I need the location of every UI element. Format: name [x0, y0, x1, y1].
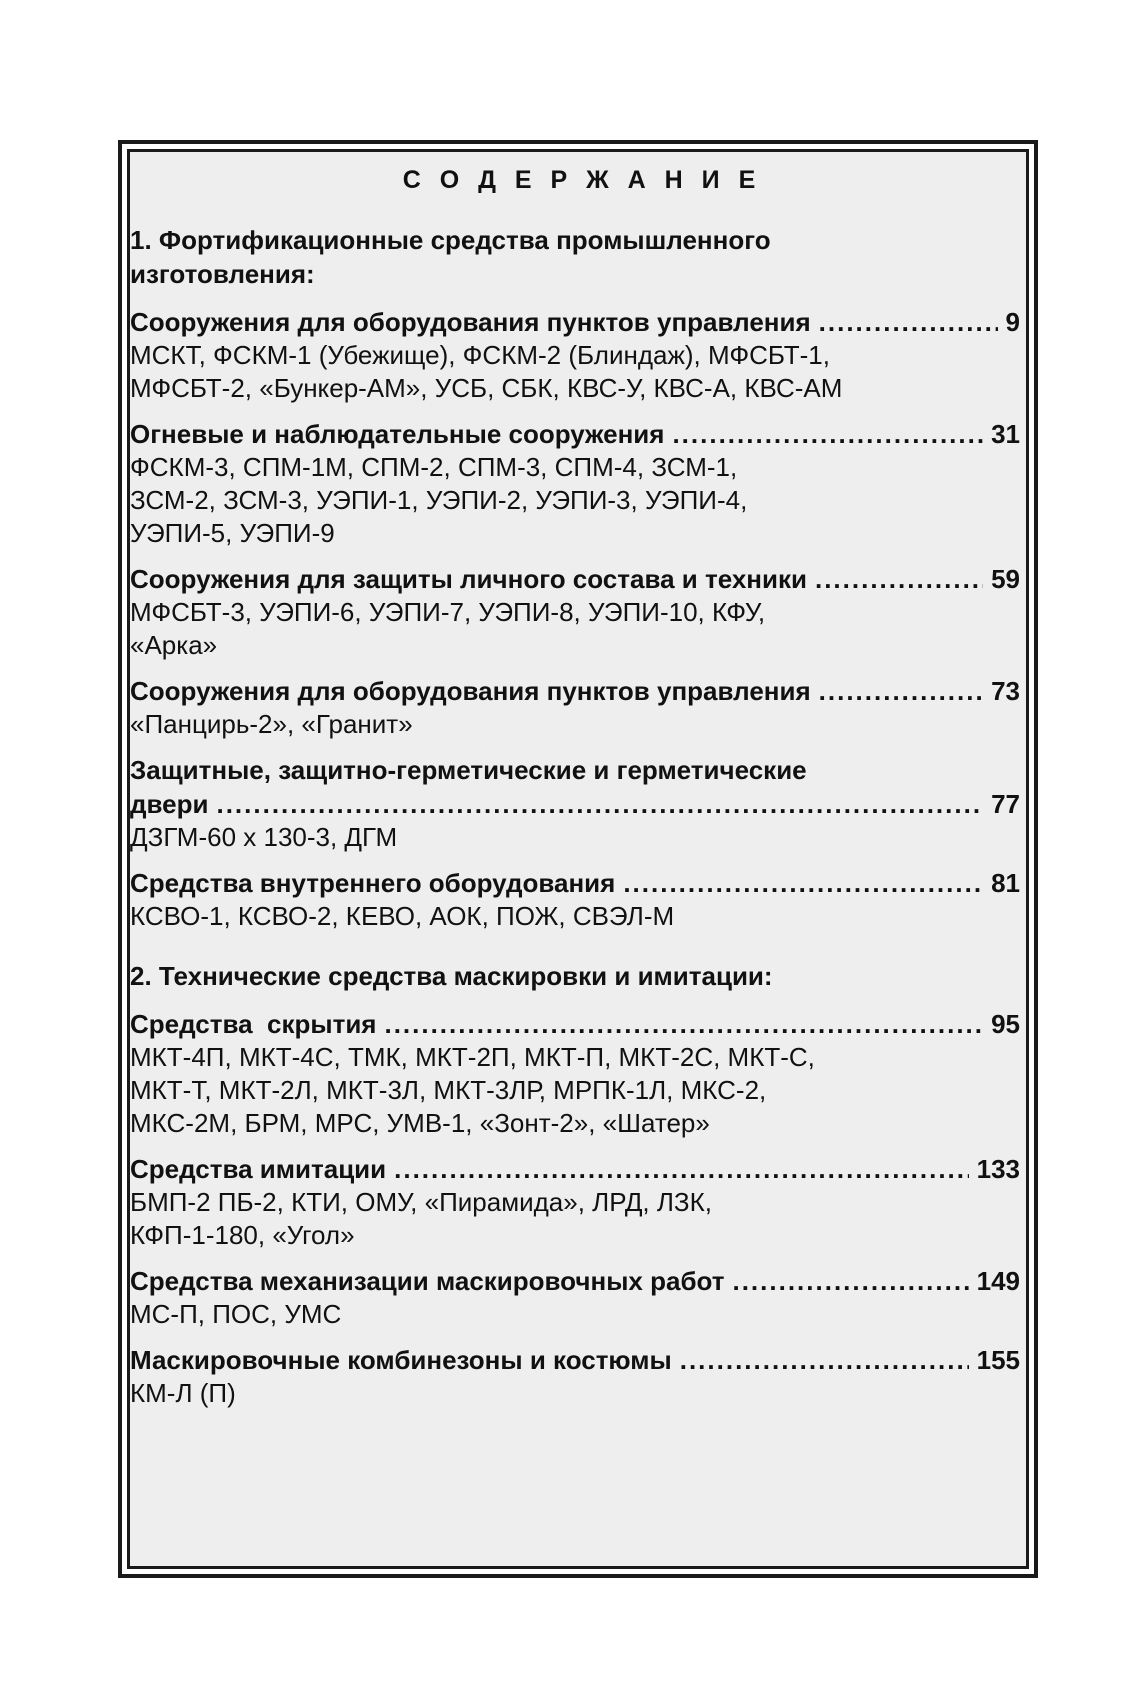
- toc-entry-heading: Средства скрытия: [130, 1009, 377, 1039]
- dot-leader: [732, 1264, 968, 1298]
- toc-entry-heading: Сооружения для оборудования пунктов управления: [130, 676, 811, 706]
- toc-entry-items: МС-П, ПОС, УМС: [130, 1299, 342, 1329]
- toc-entry-items: МКС-2М, БРМ, МРС, УМВ-1, «Зонт-2», «Шатер»: [130, 1108, 710, 1138]
- part-1-title: [130, 223, 1020, 291]
- toc-entry[interactable]: [130, 1007, 1020, 1140]
- part-2-title: 2. Технические средства маскировки и имитации:: [130, 961, 773, 991]
- toc-entry[interactable]: [130, 1343, 1020, 1410]
- toc-entry-heading: двери: [130, 789, 209, 819]
- toc-entry-items: ФСКМ-3, СПМ-1М, СПМ-2, СПМ-3, СПМ-4, ЗСМ-1,: [130, 452, 738, 482]
- toc-entry-items: ДЗГМ-60 х 130-3, ДГМ: [130, 822, 398, 852]
- toc-entry-heading: Средства внутреннего оборудования: [130, 868, 616, 898]
- dot-leader: [680, 1343, 969, 1377]
- toc-entry-items: «Панцирь-2», «Гранит»: [130, 709, 413, 739]
- dot-leader: [216, 787, 983, 821]
- toc-entry[interactable]: [130, 417, 1020, 550]
- part-1-title-line-2: изготовления:: [130, 259, 315, 289]
- toc-entry-items: МСКТ, ФСКМ-1 (Убежище), ФСКМ-2 (Блиндаж), МФСБТ-1,: [130, 340, 830, 370]
- toc-entry-page: 73: [991, 676, 1020, 706]
- toc-entry[interactable]: [130, 866, 1020, 933]
- toc-entry[interactable]: [130, 1264, 1020, 1331]
- toc-entry-items: КСВО-1, КСВО-2, КЕВО, АОК, ПОЖ, СВЭЛ-М: [130, 901, 675, 931]
- toc-entry-page: 81: [991, 868, 1020, 898]
- toc-entry[interactable]: [130, 1152, 1020, 1252]
- toc-entry-page: 31: [991, 419, 1020, 449]
- dot-leader: [384, 1007, 983, 1041]
- toc-entry[interactable]: [130, 562, 1020, 662]
- dot-leader: [815, 562, 983, 596]
- dot-leader: [819, 305, 998, 339]
- dot-leader: [394, 1152, 968, 1186]
- toc-entry-page: 9: [1005, 307, 1020, 337]
- toc-entry[interactable]: [130, 753, 1020, 854]
- toc-entry-heading: Маскировочные комбинезоны и костюмы: [130, 1345, 672, 1375]
- table-of-contents: [130, 166, 1020, 1422]
- dot-leader: [672, 417, 983, 451]
- toc-title: С О Д Е Р Ж А Н И Е: [402, 166, 762, 194]
- dot-leader: [623, 866, 983, 900]
- toc-entry-items: БМП-2 ПБ-2, КТИ, ОМУ, «Пирамида», ЛРД, ЛЗК,: [130, 1187, 713, 1217]
- toc-entry[interactable]: [130, 674, 1020, 741]
- toc-entry-heading: Средства механизации маскировочных работ: [130, 1266, 725, 1296]
- toc-entry-items: «Арка»: [130, 630, 218, 660]
- toc-entry-items: КФП-1-180, «Угол»: [130, 1220, 355, 1250]
- toc-entry-items: ЗСМ-2, ЗСМ-3, УЭПИ-1, УЭПИ-2, УЭПИ-3, УЭПИ-4,: [130, 485, 748, 515]
- toc-entry-items: МКТ-4П, МКТ-4С, ТМК, МКТ-2П, МКТ-П, МКТ-2С, МКТ-С,: [130, 1042, 815, 1072]
- toc-entry-page: 77: [991, 789, 1020, 819]
- toc-entry-items: МФСБТ-3, УЭПИ-6, УЭПИ-7, УЭПИ-8, УЭПИ-10, КФУ,: [130, 597, 766, 627]
- toc-entry-page: 95: [991, 1009, 1020, 1039]
- toc-entry-page: 149: [976, 1266, 1020, 1296]
- toc-entry-items: МФСБТ-2, «Бункер-АМ», УСБ, СБК, КВС-У, КВС-А, КВС-АМ: [130, 373, 843, 403]
- toc-entry-heading: Сооружения для защиты личного состава и техники: [130, 564, 807, 594]
- toc-entry-heading: Сооружения для оборудования пунктов управления: [130, 307, 811, 337]
- toc-entry[interactable]: [130, 305, 1020, 405]
- toc-entry-items: МКТ-Т, МКТ-2Л, МКТ-3Л, МКТ-3ЛР, МРПК-1Л, МКС-2,: [130, 1075, 767, 1105]
- toc-entry-items: КМ-Л (П): [130, 1378, 236, 1408]
- toc-entry-page: 133: [976, 1154, 1020, 1184]
- toc-entry-page: 155: [976, 1345, 1020, 1375]
- toc-entry-heading-line-1: Защитные, защитно-герметические и герметические: [130, 755, 807, 785]
- toc-entry-items: УЭПИ-5, УЭПИ-9: [130, 518, 335, 548]
- toc-entry-heading: Огневые и наблюдательные сооружения: [130, 419, 665, 449]
- toc-entry-heading: Средства имитации: [130, 1154, 387, 1184]
- dot-leader: [819, 674, 983, 708]
- toc-entry-page: 59: [991, 564, 1020, 594]
- part-1-title-line-1: 1. Фортификационные средства промышленного: [130, 225, 771, 255]
